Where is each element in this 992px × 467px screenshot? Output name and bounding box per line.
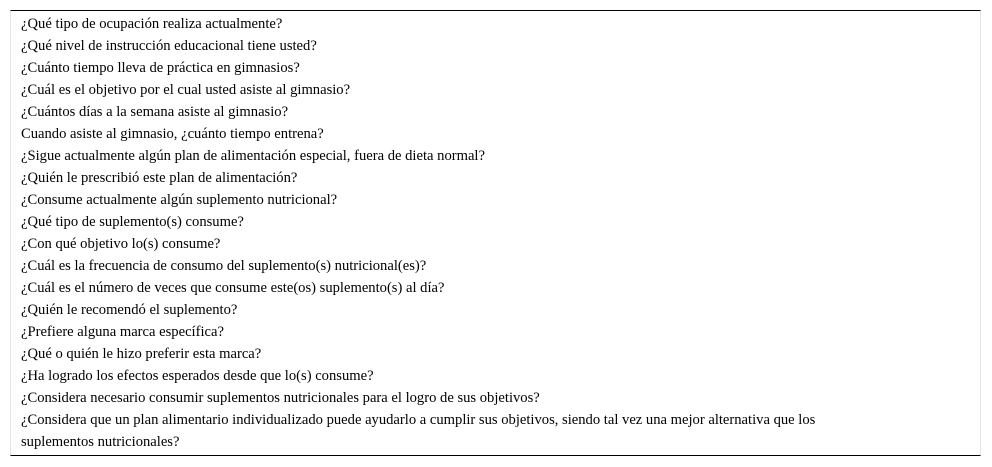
question-list	[11, 11, 980, 453]
question-row: ¿Qué o quién le hizo preferir esta marca?	[21, 346, 262, 362]
question-row: ¿Cuál es la frecuencia de consumo del suplemento(s) nutricional(es)?	[21, 258, 427, 274]
question-row: ¿Qué tipo de ocupación realiza actualmente?	[21, 16, 283, 32]
question-row: ¿Ha logrado los efectos esperados desde que lo(s) consume?	[21, 368, 374, 384]
question-row: ¿Considera necesario consumir suplementos nutricionales para el logro de sus objetivos?	[21, 390, 540, 406]
question-row: ¿Cuánto tiempo lleva de práctica en gimnasios?	[21, 60, 300, 76]
question-row: ¿Consume actualmente algún suplemento nutricional?	[21, 192, 338, 208]
questionnaire-table	[10, 10, 981, 456]
question-row: ¿Cuál es el objetivo por el cual usted asiste al gimnasio?	[21, 82, 351, 98]
question-row: ¿Cuántos días a la semana asiste al gimnasio?	[21, 104, 289, 120]
question-row: ¿Qué nivel de instrucción educacional tiene usted?	[21, 38, 317, 54]
question-row: Cuando asiste al gimnasio, ¿cuánto tiempo entrena?	[21, 126, 324, 142]
question-row: ¿Sigue actualmente algún plan de alimentación especial, fuera de dieta normal?	[21, 148, 485, 164]
question-row: ¿Cuál es el número de veces que consume este(os) suplemento(s) al día?	[21, 280, 445, 296]
question-row: ¿Qué tipo de suplemento(s) consume?	[21, 214, 244, 230]
question-row: ¿Prefiere alguna marca específica?	[21, 324, 224, 340]
question-row: ¿Considera que un plan alimentario individualizado puede ayudarlo a cumplir sus objetivos, siendo tal vez una mejor alternativa que los suplementos nutricionales?	[21, 412, 816, 450]
question-row: ¿Con qué objetivo lo(s) consume?	[21, 236, 221, 252]
question-row: ¿Quién le recomendó el suplemento?	[21, 302, 238, 318]
question-row: ¿Quién le prescribió este plan de alimentación?	[21, 170, 298, 186]
